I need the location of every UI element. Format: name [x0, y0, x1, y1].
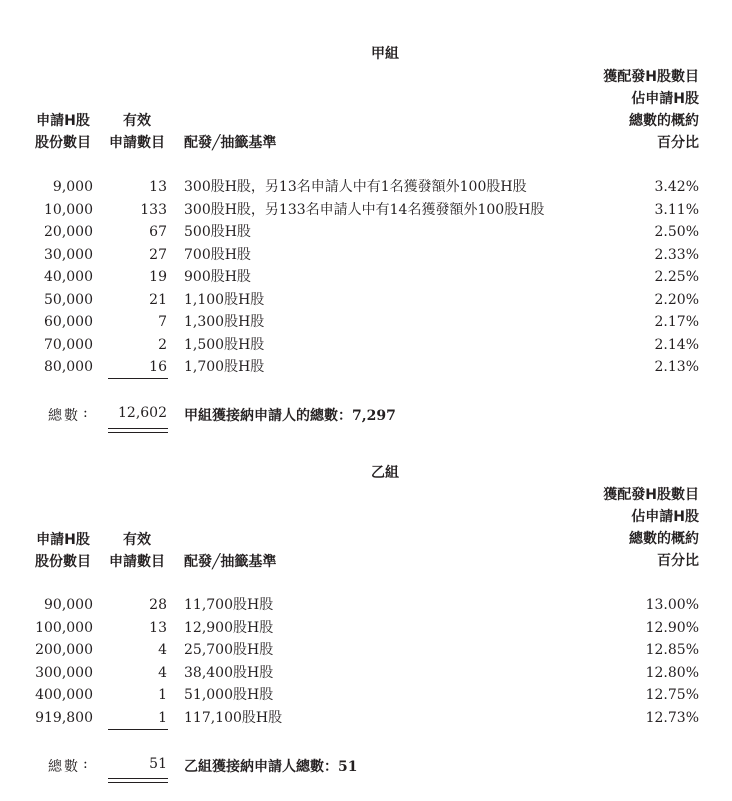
shares-cell: 60,000: [44, 314, 93, 330]
pct-cell: 12.80%: [645, 664, 699, 681]
pct-cell: 2.17%: [654, 314, 699, 330]
pct-cell: 2.50%: [654, 224, 699, 240]
group-a-total-description: 甲組獲接納申請人的總數：7,297: [184, 408, 396, 424]
valid-cell: 27: [149, 246, 167, 263]
group-b-total-label: 總數: [48, 759, 80, 775]
table-row: [0, 662, 732, 685]
pct-cell: 12.85%: [645, 642, 699, 658]
valid-cell: 1: [158, 687, 167, 703]
valid-cell: 133: [140, 201, 167, 218]
shares-cell: 50,000: [44, 291, 93, 308]
basis-cell: 700股H股: [184, 246, 251, 263]
basis-cell: 1,500股H股: [184, 336, 265, 353]
group-b-header-shares: 申請H股 股份數目: [35, 532, 91, 570]
table-row: [0, 684, 732, 707]
valid-cell: 13: [149, 619, 167, 636]
basis-cell: 12,900股H股: [184, 619, 274, 636]
shares-cell: 9,000: [52, 179, 93, 195]
table-row: [0, 594, 732, 617]
pct-cell: 3.11%: [654, 201, 699, 218]
group-b-header-pct: 獲配發H股數目 佔申請H股 總數的概約 百分比: [603, 487, 699, 569]
table-row: [0, 176, 732, 199]
basis-cell: 900股H股: [184, 269, 251, 285]
shares-cell: 300,000: [35, 664, 93, 681]
group-b-total-colon: :: [83, 756, 88, 772]
pct-cell: 2.13%: [654, 359, 699, 375]
group-b-header-basis: 配發╱抽籤基準: [184, 554, 277, 570]
group-b-title: 乙組: [371, 465, 399, 481]
basis-cell: 25,700股H股: [184, 642, 274, 658]
pct-cell: 12.75%: [645, 687, 699, 703]
group-a-header-shares: 申請H股 股份數目: [35, 113, 91, 151]
basis-cell: 11,700股H股: [184, 597, 274, 613]
valid-cell: 28: [149, 597, 167, 613]
valid-cell: 13: [149, 179, 167, 195]
valid-cell: 7: [158, 314, 167, 330]
valid-cell: 21: [149, 291, 167, 308]
basis-cell: 117,100股H股: [184, 709, 283, 726]
group-b-total-double-rule: [108, 778, 168, 783]
group-b-subtotal-rule: [108, 729, 168, 730]
table-row: [0, 266, 732, 289]
basis-cell: 1,100股H股: [184, 291, 265, 308]
group-a-total-colon: :: [83, 405, 88, 421]
table-row: [0, 334, 732, 357]
valid-cell: 16: [149, 359, 167, 375]
table-row: [0, 199, 732, 222]
group-a-total-double-rule: [108, 428, 168, 433]
shares-cell: 20,000: [44, 224, 93, 240]
valid-cell: 2: [158, 336, 167, 353]
shares-cell: 30,000: [44, 246, 93, 263]
table-row: [0, 221, 732, 244]
group-a-header-basis: 配發╱抽籤基準: [184, 135, 277, 151]
basis-cell: 51,000股H股: [184, 687, 274, 703]
basis-cell: 1,700股H股: [184, 359, 265, 375]
group-a-header-pct: 獲配發H股數目 佔申請H股 總數的概約 百分比: [603, 69, 699, 151]
valid-cell: 19: [149, 269, 167, 285]
pct-cell: 3.42%: [654, 179, 699, 195]
shares-cell: 919,800: [35, 709, 93, 726]
shares-cell: 70,000: [44, 336, 93, 353]
table-row: [0, 356, 732, 379]
basis-cell: 300股H股，另133名申請人中有14名獲發額外100股H股: [184, 201, 545, 218]
shares-cell: 10,000: [44, 201, 93, 218]
group-a-header-valid: 有效 申請數目: [109, 113, 165, 151]
valid-cell: 4: [158, 664, 167, 681]
basis-cell: 38,400股H股: [184, 664, 274, 681]
group-a-rows: [0, 176, 732, 379]
group-b-header-valid: 有效 申請數目: [109, 532, 165, 570]
pct-cell: 2.20%: [654, 291, 699, 308]
table-row: [0, 311, 732, 334]
table-row: [0, 244, 732, 267]
basis-cell: 300股H股，另13名申請人中有1名獲發額外100股H股: [184, 179, 527, 195]
group-a-total-value: 12,602: [118, 405, 167, 421]
pct-cell: 12.73%: [645, 709, 699, 726]
table-row: [0, 617, 732, 640]
group-b-rows: [0, 594, 732, 729]
shares-cell: 400,000: [35, 687, 93, 703]
shares-cell: 40,000: [44, 269, 93, 285]
table-row: [0, 289, 732, 312]
table-row: [0, 707, 732, 730]
shares-cell: 80,000: [44, 359, 93, 375]
pct-cell: 12.90%: [645, 619, 699, 636]
group-b-total-description: 乙組獲接納申請人總數：51: [184, 759, 358, 775]
valid-cell: 67: [149, 224, 167, 240]
table-row: [0, 639, 732, 662]
group-a-subtotal-rule: [108, 378, 168, 379]
valid-cell: 4: [158, 642, 167, 658]
basis-cell: 500股H股: [184, 224, 251, 240]
pct-cell: 2.33%: [654, 246, 699, 263]
pct-cell: 2.14%: [654, 336, 699, 353]
valid-cell: 1: [158, 709, 167, 726]
pct-cell: 13.00%: [645, 597, 699, 613]
shares-cell: 200,000: [35, 642, 93, 658]
group-b-total-value: 51: [149, 756, 167, 772]
pct-cell: 2.25%: [654, 269, 699, 285]
group-a-total-label: 總數: [48, 408, 80, 424]
shares-cell: 90,000: [44, 597, 93, 613]
basis-cell: 1,300股H股: [184, 314, 265, 330]
shares-cell: 100,000: [35, 619, 93, 636]
group-a-title: 甲組: [371, 46, 399, 62]
